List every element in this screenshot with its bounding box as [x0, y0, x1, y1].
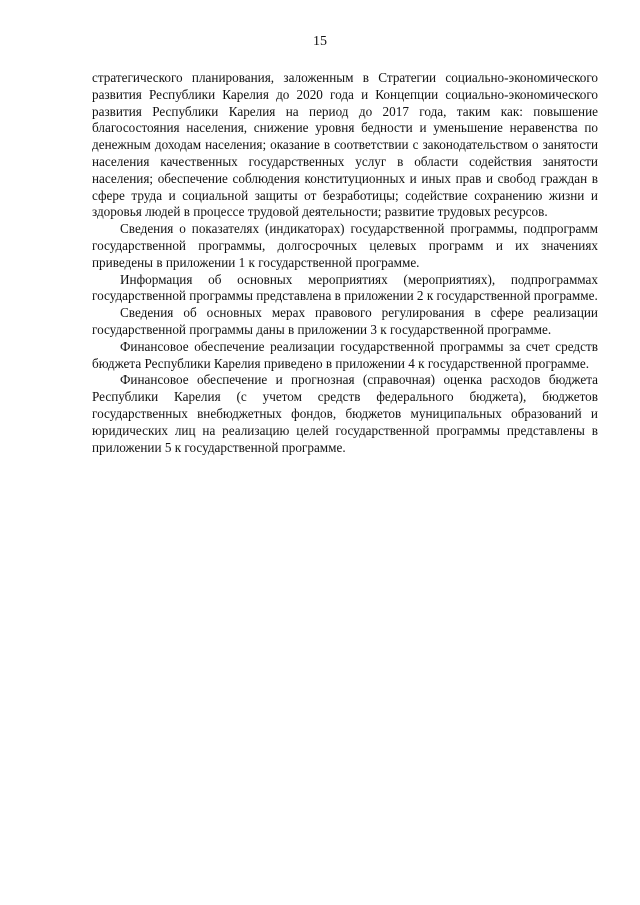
- paragraph-legal-regulation: Сведения об основных мерах правового регулирования в сфере реализации государственной программы даны в приложении 3 к государственной программе.: [92, 305, 598, 337]
- paragraph-strategic-planning: стратегического планирования, заложенным в Стратегии социально-экономического развития Республики Карелия до 2020 года и Концепции социально-экономического развития Республики Карелия на период до 2017 года, таким как: повышение благосостояния населения, снижение уровня бедности и уменьшение неравенства по денежным доходам населения; оказание в соответствии с законодательством о занятости населения качественных государственных услуг в области содействия занятости населения; обеспечение соблюдения конституционных и иных прав и свобод граждан в сфере труда и социальной защиты от безработицы; содействие сохранению жизни и здоровья людей в процессе трудовой деятельности; развитие трудовых ресурсов.: [92, 70, 598, 220]
- paragraph-indicators: Сведения о показателях (индикаторах) государственной программы, подпрограмм государственной программы, долгосрочных целевых программ и их значениях приведены в приложении 1 к государственной программе.: [92, 221, 598, 270]
- page-number: 15: [313, 34, 327, 49]
- paragraph-main-activities: Информация об основных мероприятиях (мероприятиях), подпрограммах государственной программы представлена в приложении 2 к государственной программе.: [92, 271, 598, 304]
- document-body: [92, 70, 598, 456]
- paragraph-budget-financing: Финансовое обеспечение реализации государственной программы за счет средств бюджета Республики Карелия приведено в приложении 4 к государственной программе.: [92, 338, 598, 371]
- paragraph-forecast-financing: Финансовое обеспечение и прогнозная (справочная) оценка расходов бюджета Республики Карелия (с учетом средств федерального бюджета), бюджетов государственных внебюджетных фондов, бюджетов муниципальных образований и юридических лиц на реализацию целей государственной программы представлены в приложении 5 к государственной программе.: [92, 372, 598, 455]
